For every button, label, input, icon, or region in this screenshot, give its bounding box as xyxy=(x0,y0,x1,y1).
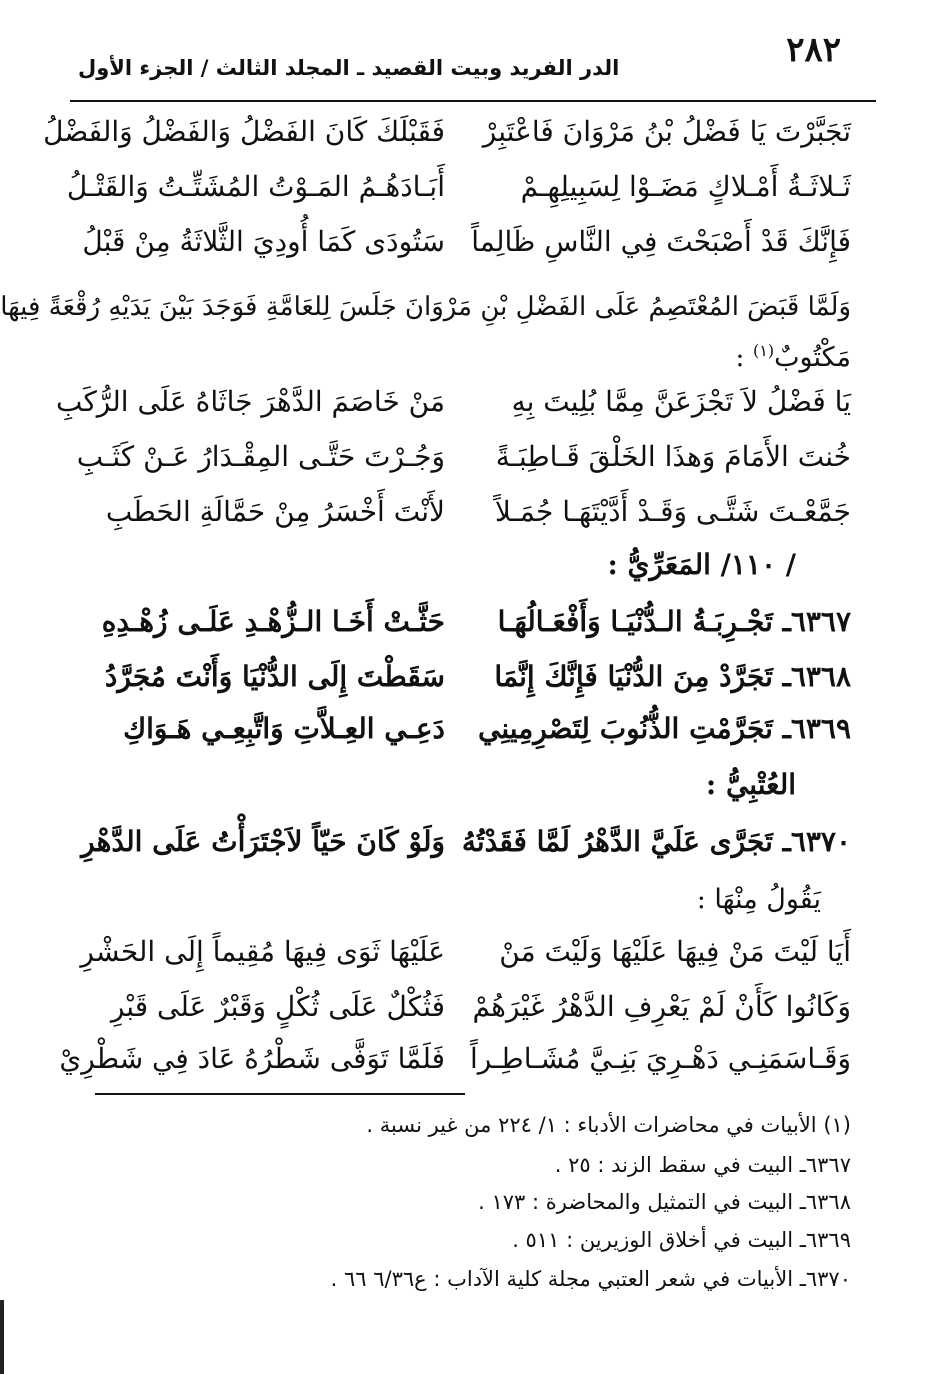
header-rule xyxy=(70,100,876,102)
verse-first-hemistich: يَا فَضْلُ لاَ تَجْزَعَنَّ مِمَّا بُلِيتَ بِهِ xyxy=(511,385,851,418)
prose-colon: : xyxy=(735,342,745,373)
verse-second-hemistich: سَتُودَى كَمَا أُودِيَ الثَّلاثَةُ مِنْ قَبْلُ xyxy=(82,225,445,258)
verse-text: تَجَرَّى عَلَيَّ الدَّهْرُ لَمَّا فَقَدْتُهُ xyxy=(461,825,773,858)
verse-row xyxy=(59,1042,851,1098)
verse-second-hemistich: عَلَيْهَا ثَوَى فِيهَا مُقِيماً إِلَى الحَشْرِ xyxy=(80,935,445,968)
footnote: ٦٣٦٨ـ البيت في التمثيل والمحاضرة : ١٧٣ . xyxy=(478,1190,851,1214)
footnote: ٦٣٦٧ـ البيت في سقط الزند : ٢٥ . xyxy=(554,1153,851,1177)
verse-row xyxy=(76,440,851,496)
footnote-marker: (١) xyxy=(753,341,775,360)
verse-row xyxy=(82,225,851,281)
verse-second-hemistich: فَلَمَّا تَوَفَّى شَطْرُهُ عَادَ فِي شَطْرِيْ xyxy=(59,1042,445,1075)
footnote: ٦٣٦٩ـ البيت في أخلاق الوزيرين : ٥١١ . xyxy=(512,1228,851,1252)
verse-second-hemistich: أَبَـادَهُـمُ المَـوْتُ المُشَتِّـتُ وَالقَتْـلُ xyxy=(66,170,445,203)
verse-second-hemistich: لأَنْتَ أَخْسَرُ مِنْ حَمَّالَةِ الحَطَبِ xyxy=(105,495,445,528)
verse-first-hemistich xyxy=(461,825,851,858)
footnote-separator xyxy=(95,1093,465,1095)
verse-number: ٦٣٧٠ـ xyxy=(782,825,851,858)
prose-line: وَلَمَّا قَبَضَ المُعْتَصِمُ عَلَى الفَضْلِ بْنِ مَرْوَانَ جَلَسَ لِلعَامَّةِ فَوَجَدَ بَيْنَ يَدَيْهِ رُقْعَةً فِيهَا xyxy=(0,292,851,322)
numbered-verse-row xyxy=(100,660,851,716)
verse-row xyxy=(80,935,851,991)
verse-row xyxy=(100,990,851,1046)
verse-first-hemistich: وَقَـاسَمَنِـي دَهْـرِيَ بَنِـيَّ مُشَـاطِـراً xyxy=(470,1042,851,1075)
poet-heading: العُتْبِيُّ : xyxy=(705,768,796,801)
prose-line: يَقُولُ مِنْهَا : xyxy=(696,884,821,915)
numbered-verse-row xyxy=(100,712,851,768)
verse-number: ٦٣٦٩ـ xyxy=(782,712,851,745)
verse-second-hemistich: وَجُـرْتَ حَتَّـى المِقْـدَارُ عَـنْ كَثَـبِ xyxy=(76,440,445,473)
verse-number: ٦٣٦٨ـ xyxy=(782,660,851,693)
poet-heading: / ١١٠/ المَعَرِّيُّ : xyxy=(607,548,796,581)
verse-row xyxy=(66,170,851,226)
footnote: (١) الأبيات في محاضرات الأدباء : ١/ ٢٢٤ من غير نسبة . xyxy=(366,1113,851,1137)
verse-text: تَجَرَّدْ مِنَ الدُّنْيَا فَإِنَّكَ إِنَّمَا xyxy=(494,660,773,693)
verse-first-hemistich xyxy=(491,605,851,638)
prose-word: مَكْتُوبٌ xyxy=(774,342,851,373)
verse-second-hemistich: دَعِـي العِـلاَّتِ وَاتَّبِعِـي هَـوَاكِ xyxy=(123,712,445,745)
verse-second-hemistich: فَثُكْلٌ عَلَى ثُكْلٍ وَقَبْرٌ عَلَى قَبْرِ xyxy=(110,990,445,1023)
footnote: ٦٣٧٠ـ الأبيات في شعر العتبي مجلة كلية الآداب : ع٦/٣٦ ٦٦ . xyxy=(330,1267,851,1291)
verse-number: ٦٣٦٧ـ xyxy=(782,605,851,638)
verse-text: تَجْـرِبَـةُ الـدُّنْيَـا وَأَفْعَـالُهَـا xyxy=(497,605,773,638)
verse-first-hemistich: ثَـلاثَـةُ أَمْـلاكٍ مَضَـوْا لِسَبِيلِهِـمْ xyxy=(520,170,851,203)
prose-line xyxy=(95,329,851,380)
verse-first-hemistich: جَمَّعْـتَ شَتَّـى وَقَـدْ أَدَّيْتَهَـا جُمَـلاً xyxy=(494,495,851,528)
verse-row xyxy=(55,385,851,441)
verse-first-hemistich xyxy=(478,712,851,745)
verse-first-hemistich: وَكَانُوا كَأَنْ لَمْ يَعْرِفِ الدَّهْرُ غَيْرَهُمْ xyxy=(472,990,851,1023)
verse-row xyxy=(100,495,851,551)
verse-first-hemistich: فَإِنَّكَ قَدْ أَصْبَحْتَ فِي النَّاسِ ظَالِماً xyxy=(471,225,851,258)
prose-paragraph xyxy=(0,285,851,380)
verse-second-hemistich: مَنْ خَاصَمَ الدَّهْرَ جَاثَاهُ عَلَى الرُّكَبِ xyxy=(55,385,445,418)
page-number: ٢٨٢ xyxy=(786,30,841,70)
verse-row xyxy=(43,115,851,171)
verse-text: تَجَرَّمْتِ الذُّنُوبَ لِتَصْرِمِينِي xyxy=(478,712,773,745)
verse-second-hemistich: فَقَبْلَكَ كَانَ الفَضْلُ وَالفَضْلُ وَالفَضْلُ xyxy=(43,115,445,148)
verse-second-hemistich: سَقَطْتَ إِلَى الدُّنْيَا وَأَنْتَ مُجَرَّدُ xyxy=(104,660,445,693)
running-head: الدر الفريد وبيت القصيد ـ المجلد الثالث / الجزء الأول xyxy=(78,56,620,80)
verse-second-hemistich: وَلَوْ كَانَ حَيّاً لاَجْتَرَأْتُ عَلَى الدَّهْرِ xyxy=(81,825,445,858)
verse-first-hemistich: خُنتَ الأَمَامَ وَهذَا الخَلْقَ قَـاطِبَـةً xyxy=(495,440,851,473)
numbered-verse-row xyxy=(81,825,851,881)
verse-first-hemistich xyxy=(491,660,851,693)
verse-first-hemistich: أَيَا لَيْتَ مَنْ فِيهَا عَلَيْهَا وَلَيْتَ مَنْ xyxy=(499,935,851,968)
scan-margin-mark xyxy=(0,1300,4,1374)
numbered-verse-row xyxy=(100,605,851,661)
verse-second-hemistich: حَثَّـتْ أَخَـا الـزُّهْـدِ عَلَـى زُهْـدِهِ xyxy=(101,605,445,638)
verse-first-hemistich: تَجَبَّرْتَ يَا فَضْلُ بْنُ مَرْوَانَ فَاعْتَبِرْ xyxy=(482,115,851,148)
